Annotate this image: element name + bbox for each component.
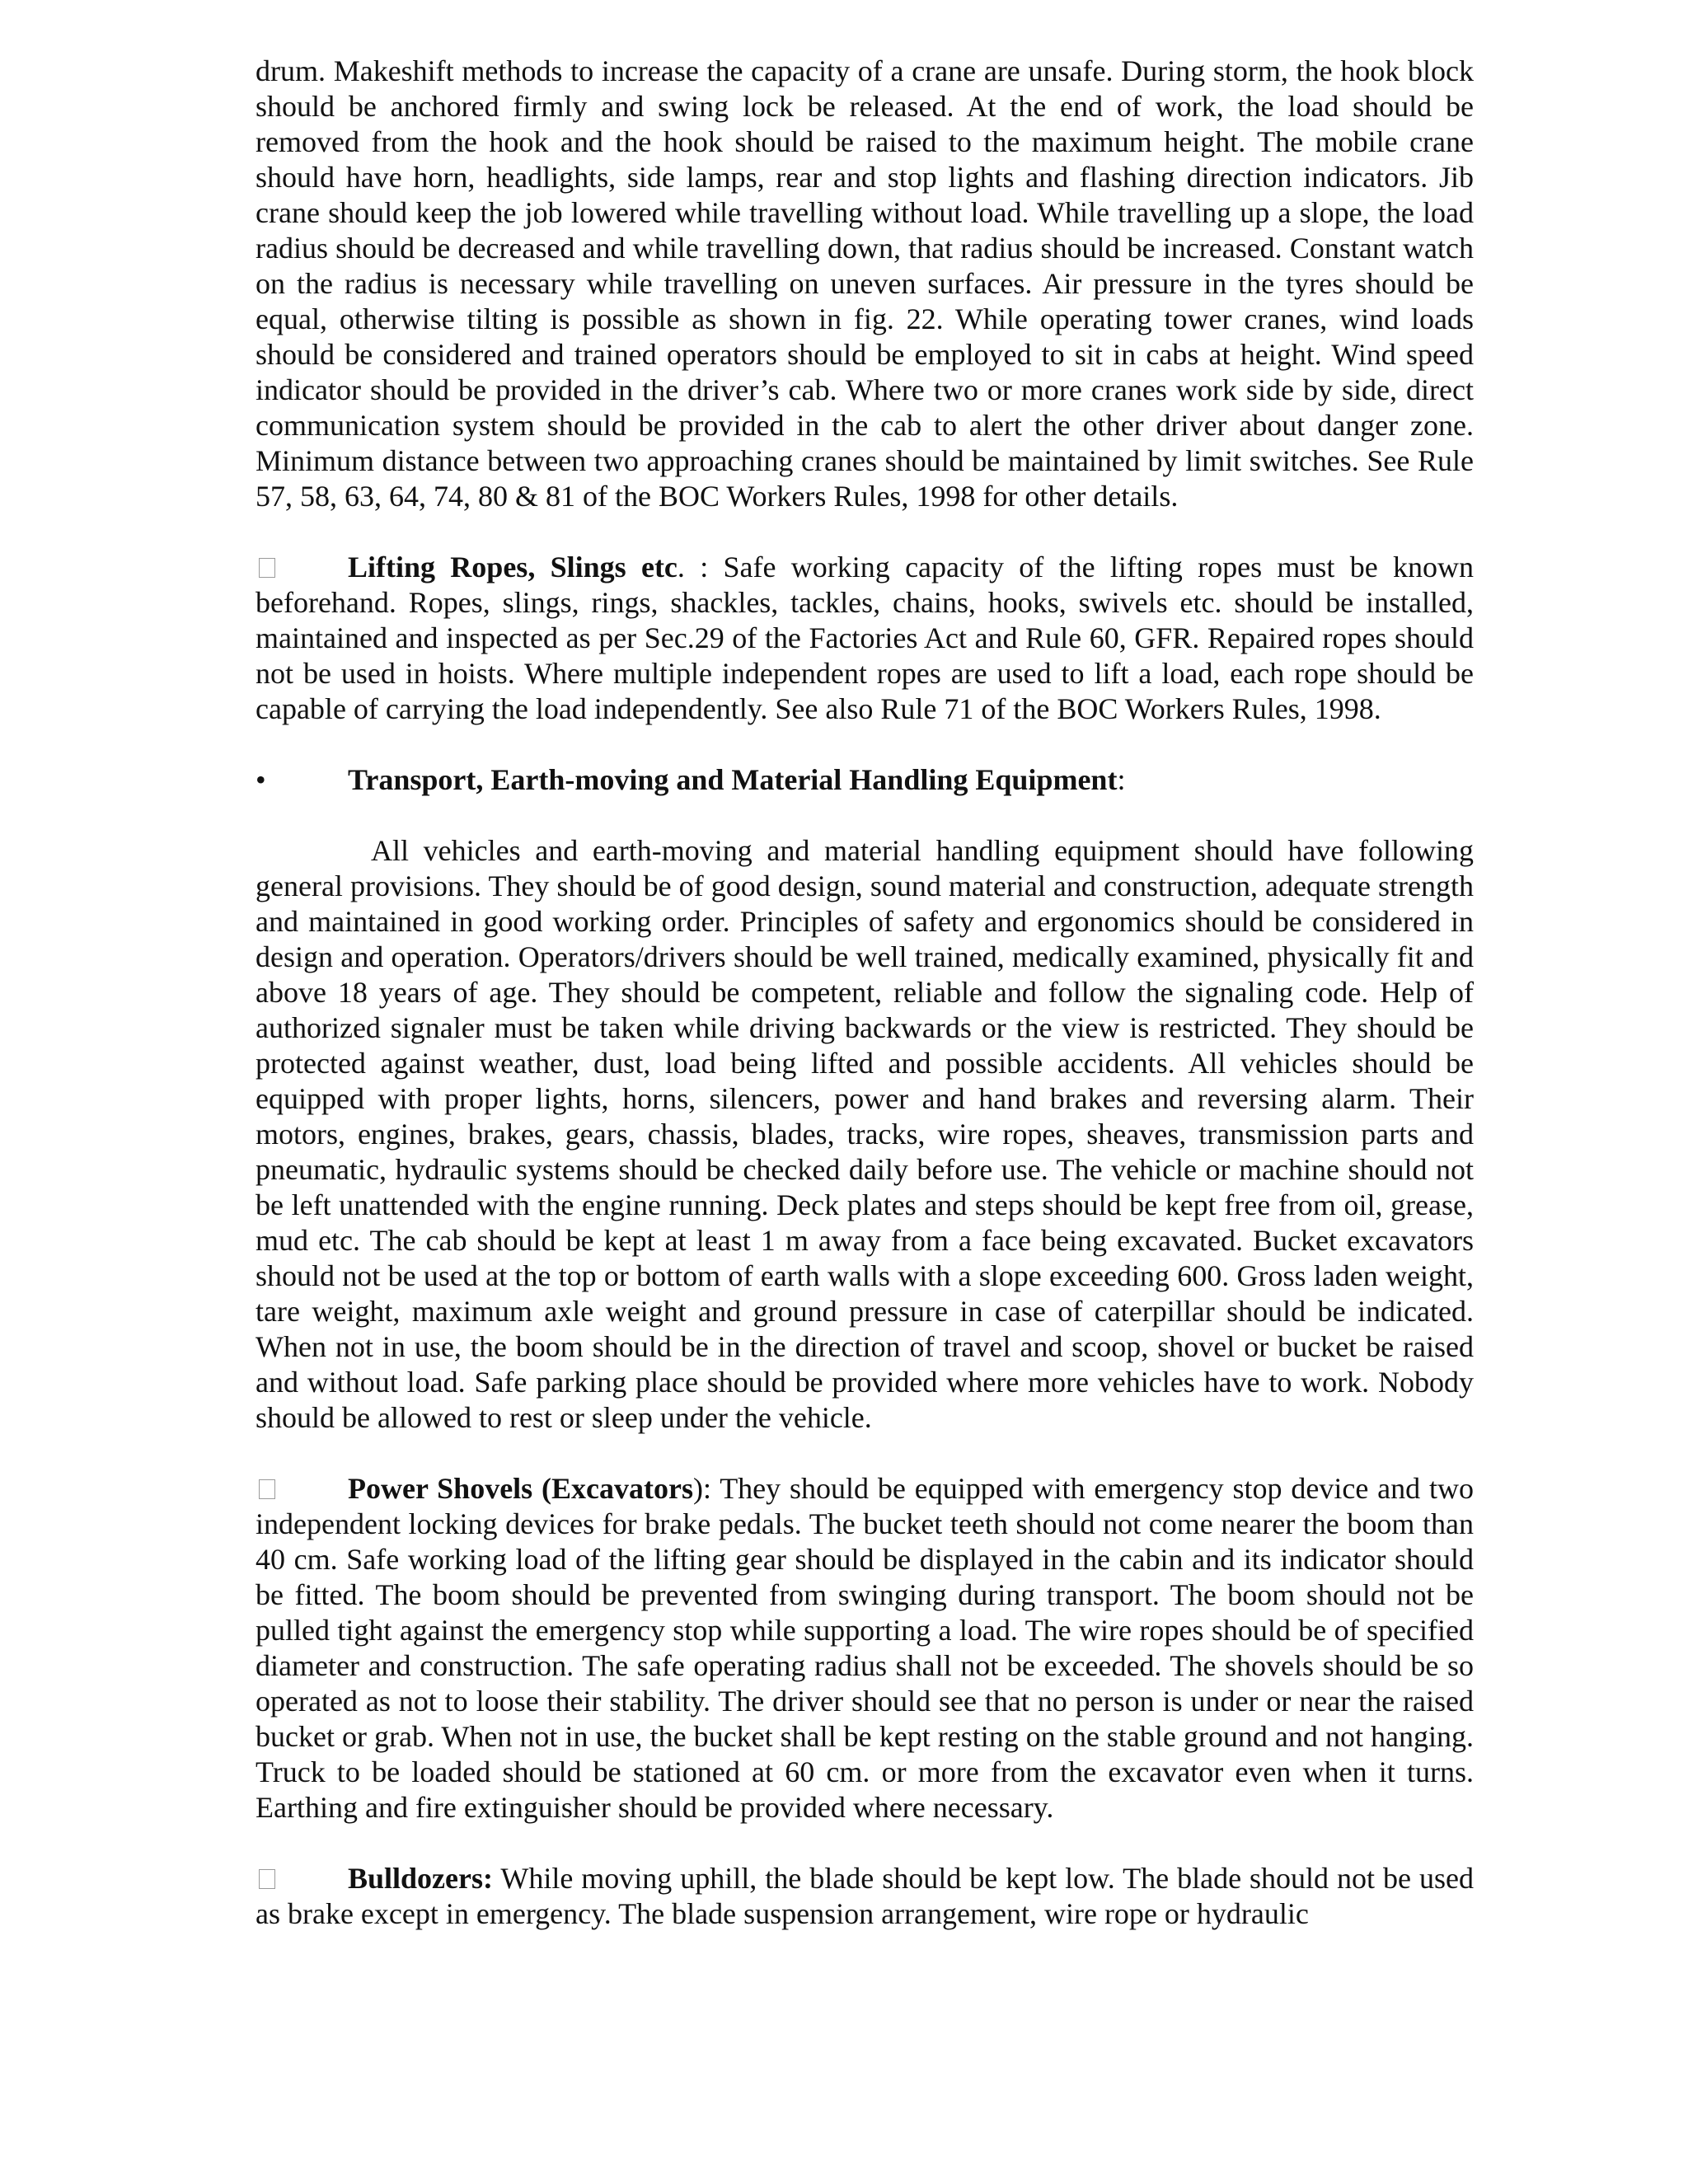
heading-punctuation: : (1117, 763, 1126, 796)
paragraph-lifting-ropes (256, 550, 1474, 727)
round-bullet-icon: • (256, 763, 266, 796)
paragraph-bulldozers (256, 1861, 1474, 1932)
section-heading-power-shovels: Power Shovels (Excavators (348, 1472, 693, 1505)
section-heading-bulldozers: Bulldozers: (348, 1862, 493, 1895)
paragraph-power-shovels (256, 1471, 1474, 1825)
paragraph-vehicle-provisions (256, 833, 1474, 1436)
bullet-marker (256, 762, 348, 798)
document-body (256, 54, 1474, 1967)
paragraph-text: . : Safe working capacity of the lifting ropes must be known beforehand. Ropes, slings, rings, shackles, tackles, chains, hooks, swivels etc. should be installed, maintained and inspected as per Sec.29 of the Factories Act and Rule 60, GFR. Repaired ropes should not be used in hoists. Where multiple independent ropes are used to lift a load, each rope should be capable of carrying the load independently. See also Rule 71 of the BOC Workers Rules, 1998. (256, 551, 1474, 725)
paragraph-text: While moving uphill, the blade should be kept low. The blade should not be used as brake except in emergency. The blade suspension arrangement, wire rope or hydraulic (256, 1862, 1474, 1930)
box-bullet-icon (259, 558, 275, 578)
section-heading-transport: Transport, Earth-moving and Material Handling Equipment (348, 763, 1118, 796)
box-bullet-icon (259, 1479, 275, 1499)
section-heading-lifting-ropes: Lifting Ropes, Slings etc (348, 551, 678, 583)
paragraph-transport-heading (256, 762, 1474, 798)
paragraph-crane-safety (256, 54, 1474, 514)
bullet-marker (256, 1471, 348, 1507)
paragraph-text: drum. Makeshift methods to increase the capacity of a crane are unsafe. During storm, the hook block should be anchored firmly and swing lock be released. At the end of work, the load should be removed from the hook and the hook should be raised to the maximum height. The mobile crane should have horn, headlights, side lamps, rear and stop lights and flashing direction indicators. Jib crane should keep the job lowered while travelling without load. While travelling up a slope, the load radius should be decreased and while travelling down, that radius should be increased. Constant watch on the radius is necessary while travelling on uneven surfaces. Air pressure in the tyres should be equal, otherwise tilting is possible as shown in fig. 22. While operating tower cranes, wind loads should be considered and trained operators should be employed to sit in cabs at height. Wind speed indicator should be provided in the driver’s cab. Where two or more cranes work side by side, direct communication system should be provided in the cab to alert the other driver about danger zone. Minimum distance between two approaching cranes should be maintained by limit switches. See Rule 57, 58, 63, 64, 74, 80 & 81 of the BOC Workers Rules, 1998 for other details. (256, 54, 1474, 513)
paragraph-text: ): They should be equipped with emergency stop device and two independent locking devices for brake pedals. The bucket teeth should not come nearer the boom than 40 cm. Safe working load of the lifting gear should be displayed in the cabin and its indicator should be fitted. The boom should be prevented from swinging during transport. The boom should not be pulled tight against the emergency stop while supporting a load. The wire ropes should be of specified diameter and construction. The safe operating radius shall not be exceeded. The shovels should be so operated as not to loose their stability. The driver should see that no person is under or near the raised bucket or grab. When not in use, the bucket shall be kept resting on the stable ground and not hanging. Truck to be loaded should be stationed at 60 cm. or more from the excavator even when it turns. Earthing and fire extinguisher should be provided where necessary. (256, 1472, 1474, 1824)
paragraph-text: All vehicles and earth-moving and material handling equipment should have following general provisions. They should be of good design, sound material and construction, adequate strength and maintained in good working order. Principles of safety and ergonomics should be considered in design and operation. Operators/drivers should be well trained, medically examined, physically fit and above 18 years of age. They should be competent, reliable and follow the signaling code. Help of authorized signaler must be taken while driving backwards or the view is restricted. They should be protected against weather, dust, load being lifted and possible accidents. All vehicles should be equipped with proper lights, horns, silencers, power and hand brakes and reversing alarm. Their motors, engines, brakes, gears, chassis, blades, tracks, wire ropes, sheaves, transmission parts and pneumatic, hydraulic systems should be checked daily before use. The vehicle or machine should not be left unattended with the engine running. Deck plates and steps should be kept free from oil, grease, mud etc. The cab should be kept at least 1 m away from a face being excavated. Bucket excavators should not be used at the top or bottom of earth walls with a slope exceeding 600. Gross laden weight, tare weight, maximum axle weight and ground pressure in case of caterpillar should be indicated. When not in use, the boom should be in the direction of travel and scoop, shovel or bucket be raised and without load. Safe parking place should be provided where more vehicles have to work. Nobody should be allowed to rest or sleep under the vehicle. (256, 834, 1474, 1434)
bullet-marker (256, 550, 348, 585)
box-bullet-icon (259, 1869, 275, 1889)
bullet-marker (256, 1861, 348, 1896)
